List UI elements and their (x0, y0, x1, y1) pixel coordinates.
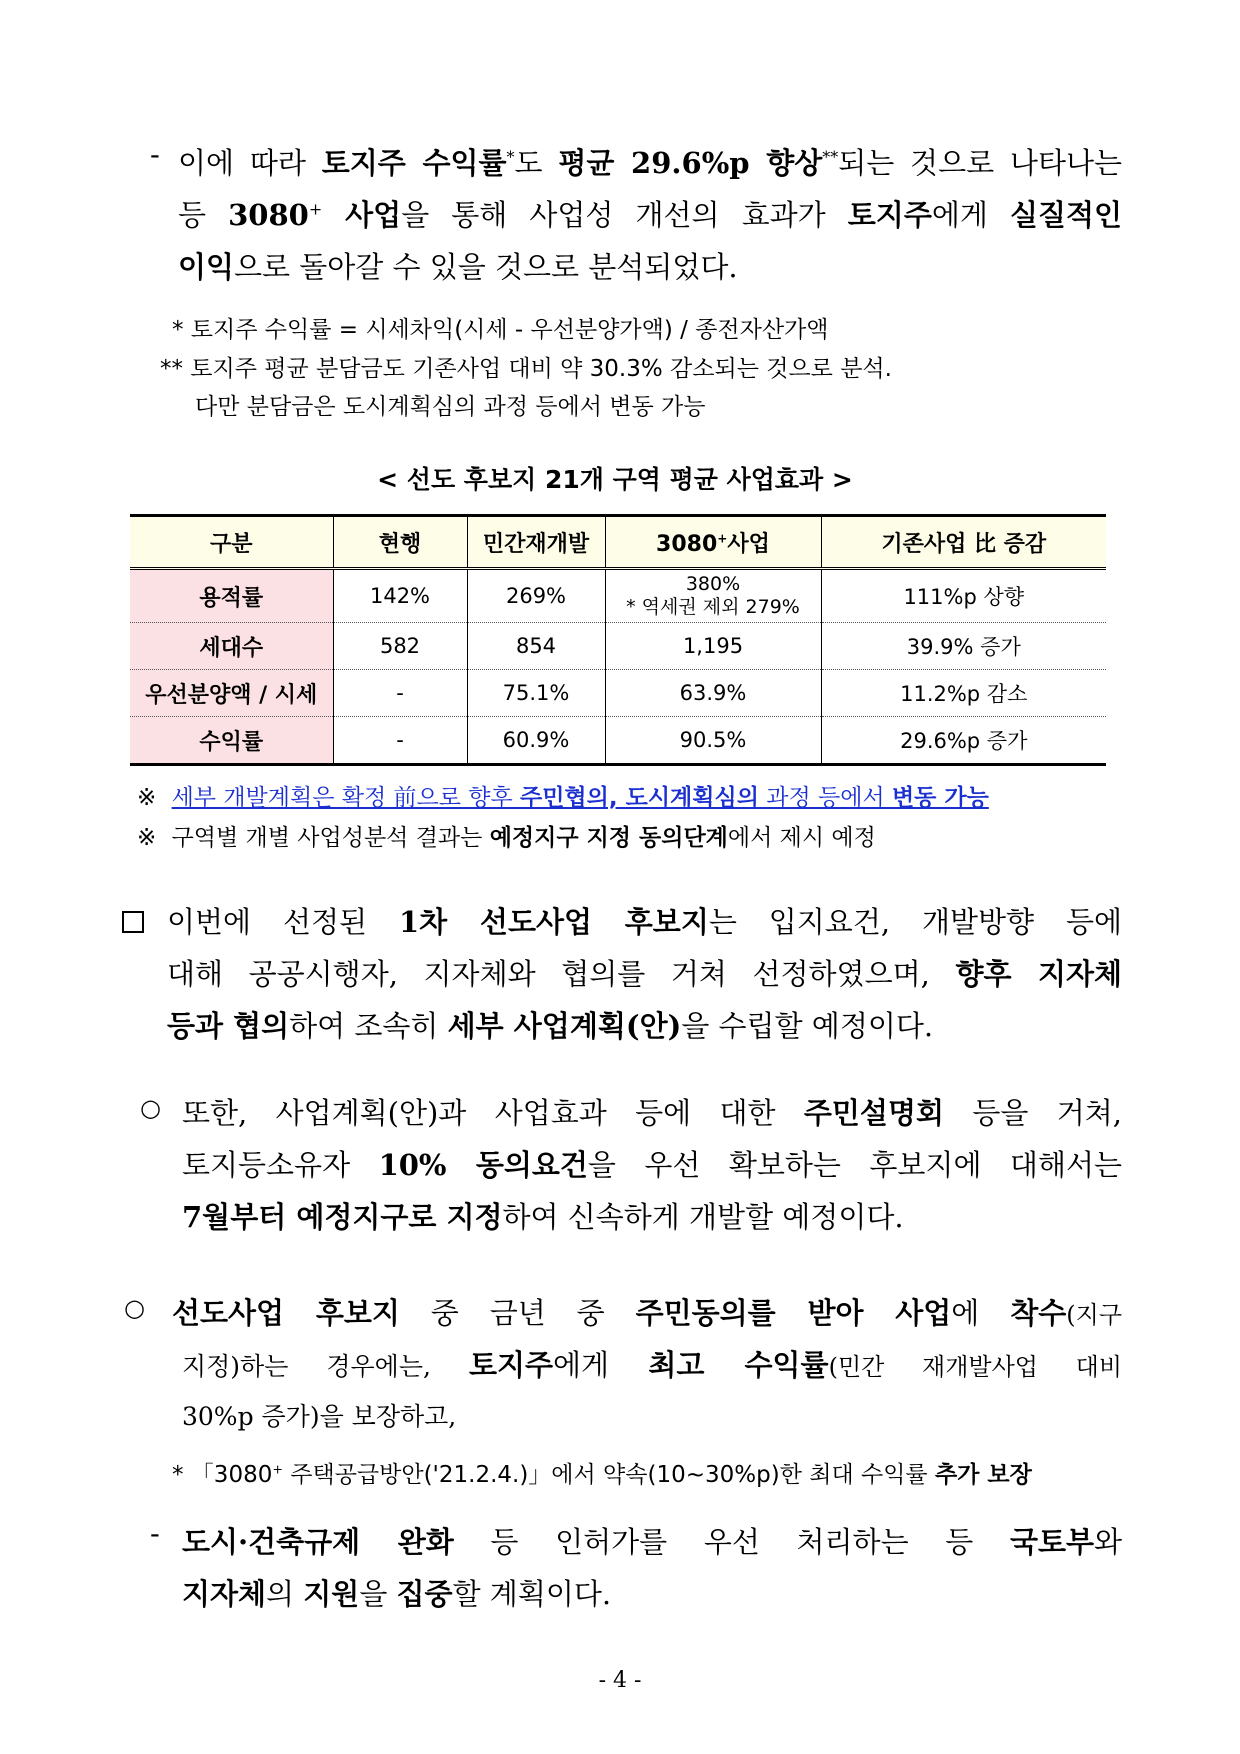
paragraph-4-line-3: 30%p 증가)을 보장하고, (182, 1402, 457, 1431)
paragraph-5-line-2: 지자체의 지원을 집중할 계획이다. (182, 1577, 612, 1611)
reference-mark-icon: ※ (137, 825, 157, 851)
table-cell: 582 (333, 623, 467, 670)
table-cell: 1,195 (605, 623, 821, 670)
footnote-3: * 「3080+ 주택공급방안('21.2.4.)」에서 약속(10~30%p)한 최대 수익률 추가 보장 (172, 1461, 1032, 1488)
table-header: 구분 (130, 516, 333, 569)
table-cell: 269% (467, 569, 605, 623)
table-cell: 90.5% (605, 717, 821, 765)
paragraph-3-line-1: 또한, 사업계획(안)과 사업효과 등에 대한 주민설명회 등을 거쳐, (182, 1096, 1122, 1130)
table-header: 현행 (333, 516, 467, 569)
paragraph-3 (182, 1087, 1122, 1243)
paragraph-2-line-1: 이번에 선정된 1차 선도사업 후보지는 입지요건, 개발방향 등에 (167, 905, 1122, 939)
paragraph-2-line-3: 등과 협의하여 조속히 세부 사업계획(안)을 수립할 예정이다. (167, 1009, 934, 1043)
table-cell: 854 (467, 623, 605, 670)
paragraph-1 (178, 137, 1122, 293)
bullet-circle-2: ○ (124, 1294, 145, 1322)
table-cell: 380% * 역세권 제외 279% (605, 569, 821, 623)
table-header: 기존사업 比 증감 (821, 516, 1106, 569)
table-row (130, 717, 1106, 765)
table-cell: 142% (333, 569, 467, 623)
paragraph-5 (182, 1516, 1122, 1620)
remark-1: ※ 세부 개발계획은 확정 前으로 향후 주민협의, 도시계획심의 과정 등에서 변동 가능 (137, 785, 989, 811)
bullet-dash-1: - (150, 137, 160, 171)
row-label: 세대수 (130, 623, 333, 670)
bullet-dash-2: - (150, 1516, 160, 1550)
paragraph-1-line-3: 이익으로 돌아갈 수 있을 것으로 분석되었다. (178, 250, 738, 284)
table-cell: 75.1% (467, 670, 605, 717)
paragraph-4 (172, 1287, 1122, 1443)
table-header: 3080+사업 (605, 516, 821, 569)
paragraph-1-line-2: 등 3080+ 사업을 통해 사업성 개선의 효과가 토지주에게 실질적인 (178, 198, 1123, 232)
table-cell: 39.9% 증가 (821, 623, 1106, 670)
table-cell: 60.9% (467, 717, 605, 765)
table-row (130, 670, 1106, 717)
table-cell: - (333, 717, 467, 765)
page-number: - 4 - (598, 1668, 642, 1693)
paragraph-5-line-1: 도시·건축규제 완화 등 인허가를 우선 처리하는 등 국토부와 (182, 1525, 1122, 1559)
table-caption: < 선도 후보지 21개 구역 평균 사업효과 > (377, 465, 853, 494)
paragraph-3-line-3: 7월부터 예정지구로 지정하여 신속하게 개발할 예정이다. (182, 1200, 904, 1234)
paragraph-3-line-2: 토지등소유자 10% 동의요건을 우선 확보하는 후보지에 대해서는 (182, 1148, 1122, 1182)
footnote-2-continued: 다만 분담금은 도시계획심의 과정 등에서 변동 가능 (195, 394, 706, 420)
table-row (130, 569, 1106, 623)
reference-mark-icon: ※ (137, 785, 157, 811)
table-header: 민간재개발 (467, 516, 605, 569)
table-row (130, 623, 1106, 670)
paragraph-4-line-1: 선도사업 후보지 중 금년 중 주민동의를 받아 사업에 착수(지구 (172, 1296, 1122, 1330)
row-label: 수익률 (130, 717, 333, 765)
paragraph-1-line-1: 이에 따라 토지주 수익률*도 평균 29.6%p 향상**되는 것으로 나타나는 (178, 146, 1122, 180)
row-label: 용적률 (130, 569, 333, 623)
bullet-circle-1: ○ (140, 1094, 161, 1122)
footnote-1: * 토지주 수익률 = 시세차익(시세 - 우선분양가액) / 종전자산가액 (172, 317, 829, 343)
table-header-row (130, 516, 1106, 569)
paragraph-2-line-2: 대해 공공시행자, 지자체와 협의를 거쳐 선정하였으며, 향후 지자체 (167, 957, 1122, 991)
table-cell: 11.2%p 감소 (821, 670, 1106, 717)
row-label: 우선분양액 / 시세 (130, 670, 333, 717)
checkbox-square-icon (122, 911, 144, 933)
paragraph-4-line-2: 지정)하는 경우에는, 토지주에게 최고 수익률(민간 재개발사업 대비 (182, 1348, 1123, 1382)
table-cell: 29.6%p 증가 (821, 717, 1106, 765)
effects-table (130, 514, 1106, 766)
paragraph-2 (167, 896, 1122, 1052)
table-cell: - (333, 670, 467, 717)
footnote-2: ** 토지주 평균 분담금도 기존사업 대비 약 30.3% 감소되는 것으로 분석. (160, 356, 892, 382)
remark-2: ※ 구역별 개별 사업성분석 결과는 예정지구 지정 동의단계에서 제시 예정 (137, 825, 876, 851)
table-cell: 63.9% (605, 670, 821, 717)
table-cell: 111%p 상향 (821, 569, 1106, 623)
